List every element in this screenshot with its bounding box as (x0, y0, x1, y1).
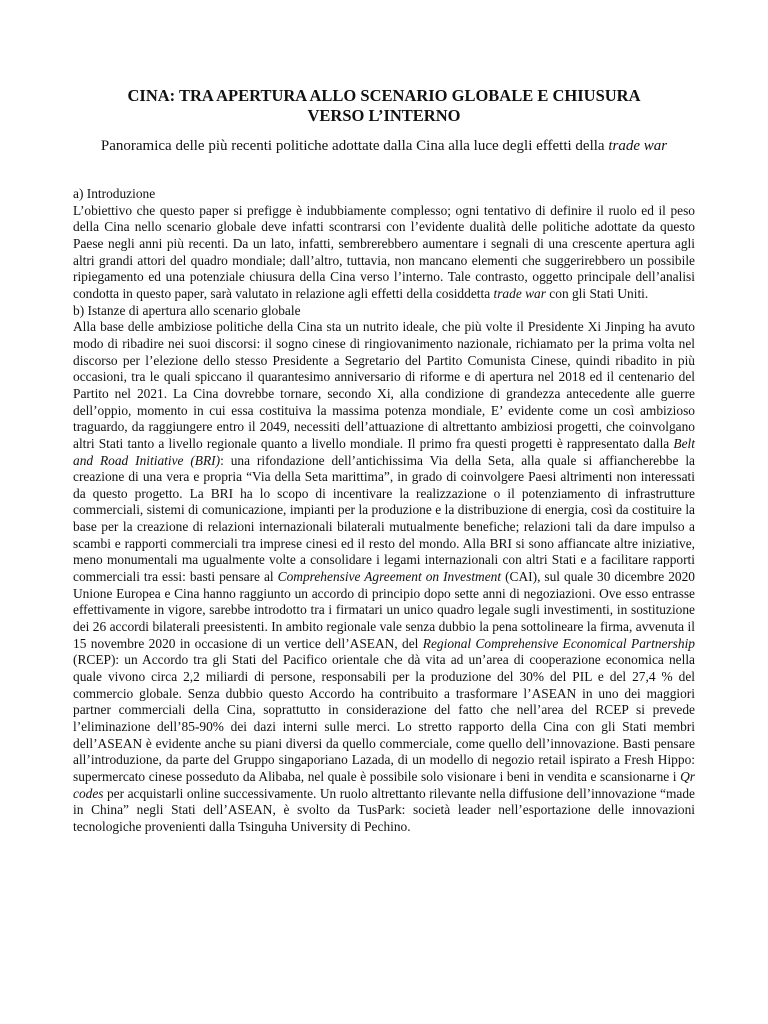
document-subtitle (74, 136, 694, 156)
section-a-paragraph (73, 203, 695, 303)
section-b-text-4: (RCEP): un Accordo tra gli Stati del Pacifico orientale che dà vita ad un’area di cooperazione economica nella quale vivono circa 2,2 miliardi di persone, responsabili per la produzione del 30% del PIL e del 27,4 % del commercio globale. Senza dubbio questo Accordo ha contribuito a trasformare l’ASEAN in uno dei maggiori partner commerciali della Cina, soprattutto in considerazione del fatto che nell’area del RCEP si prevede l’eliminazione dell’85-90% dei dazi interni sulle merci. Lo stretto rapporto della Cina con gli Stati membri dell’ASEAN è evidente anche su piani diversi da quello commerciale, come quello dell’innovazione. Basti pensare all’introduzione, da parte del Gruppo singaporiano Lazada, di un modello di negozio retail ispirato a Fresh Hippo: supermercato cinese posseduto da Alibaba, nel quale è possibile solo visionare i beni in vendita e scansionarne i (73, 652, 695, 784)
document-title (70, 86, 698, 126)
subtitle-text: Panoramica delle più recenti politiche adottate dalla Cina alla luce degli effetti della (100, 138, 609, 154)
section-b-text-5: per acquistarli online successivamente. Un ruolo altrettanto rilevante nella diffusione dell’innovazione “made in China” negli Stati dell’ASEAN, è svolto da TusPark: società leader nell’esportazione delle innovazioni tecnologiche provenienti dalla Tsinguha University di Pechino. (73, 785, 695, 834)
subtitle-italic: trade war (608, 138, 668, 154)
section-a-heading: a) Introduzione (73, 186, 156, 201)
section-b-text-3: (CAI), sul quale 30 dicembre 2020 Unione Europea e Cina hanno raggiunto un accordo di principio dopo sette anni di negoziazioni. Ove esso entrasse effettivamente in vigore, sarebbe introdotto tra i firmatari un unico quadro legale sugli investimenti, in sostituzione dei 26 accordi bilaterali preesistenti. In ambito regionale vale senza dubbio la pena sottolineare la firma, avvenuta il 15 novembre 2020 in occasione di un vertice dell’ASEAN, del (73, 569, 695, 651)
section-b-italic-qr: Qr codes (73, 768, 695, 801)
section-b-italic-rcep: Regional Comprehensive Economical Partnership (422, 635, 695, 651)
section-b-italic-cai: Comprehensive Agreement on Investment (277, 569, 502, 585)
title-line-2: VERSO L’INTERNO (307, 106, 461, 125)
section-b-heading: b) Istanze di apertura allo scenario globale (73, 302, 301, 318)
section-b-text-2: : una rifondazione dell’antichissima Via della Seta, alla quale si affiancherebbe la creazione di una vera e propria “Via della Seta marittima”, in grado di coinvolgere Paesi altrimenti non interessati da questo progetto. La BRI ha lo scopo di incentivare la realizzazione o il potenziamento di infrastrutture commerciali, sistemi di comunicazione, impianti per la produzione e la distribuzione di energia, così da costituire la base per la creazione di relazioni internazionali bilaterali mutualmente benefiche; relazioni tali da dare impulso a scambi e rapporti commerciali tra imprese cinesi ed il resto del mondo. Alla BRI si sono affiancate altre iniziative, meno monumentali ma ugualmente volte a consolidare i legami internazionali con altri Stati e a facilitare rapporti commerciali tra essi: basti pensare al (73, 452, 695, 585)
section-b-paragraph (73, 319, 695, 835)
section-b-text-1: Alla base delle ambiziose politiche della Cina sta un nutrito ideale, che più volte il Presidente Xi Jinping ha avuto modo di ribadire nei suoi discorsi: il sogno cinese di ringiovanimento nazionale, richiamato per la prima volta nel discorso per l’elezione dello stesso Presidente a Segretario del Partito Comunista Cinese, quindi ribadito in più occasioni, tra le quali spiccano il quarantesimo anniversario di riforme e di apertura nel 2018 ed il centenario del Partito nel 2021. La Cina dovrebbe tornare, secondo Xi, alla condizione di grandezza antecedente alle guerre dell’oppio, momento in cui essa costituiva la massima potenza mondiale, E’ evidente come un così ambizioso traguardo, da raggiungere entro il 2049, necessiti dell’attuazione di altrettanto ambiziosi progetti, che coinvolgano altri Stati tanto a livello regionale quanto a livello mondiale. Il primo fra questi progetti è rappresentato dalla (73, 319, 695, 451)
section-b-italic-bri: Belt and Road Initiative (BRI) (73, 435, 695, 468)
section-a-text-2: con gli Stati Uniti. (545, 285, 649, 301)
document-body (73, 186, 695, 836)
section-a-italic: trade war (493, 285, 546, 301)
section-a-text-1: L’obiettivo che questo paper si prefigge è indubbiamente complesso; ogni tentativo di definire il ruolo ed il peso della Cina nello scenario globale deve infatti scontrarsi con l’evidente dualità delle politiche adottate da questo Paese negli anni più recenti. Da un lato, infatti, sembrerebbero aumentare i segnali di una crescente apertura agli altri grandi attori del quadro mondiale; dall’altro, tuttavia, non mancano elementi che suggerirebbero un possibile ripiegamento ed una potenziale chiusura della Cina verso l’interno. Tale contrasto, oggetto principale dell’analisi condotta in questo paper, sarà valutato in relazione agli effetti della cosiddetta (73, 202, 695, 301)
title-line-1: CINA: TRA APERTURA ALLO SCENARIO GLOBALE E CHIUSURA (127, 86, 641, 105)
